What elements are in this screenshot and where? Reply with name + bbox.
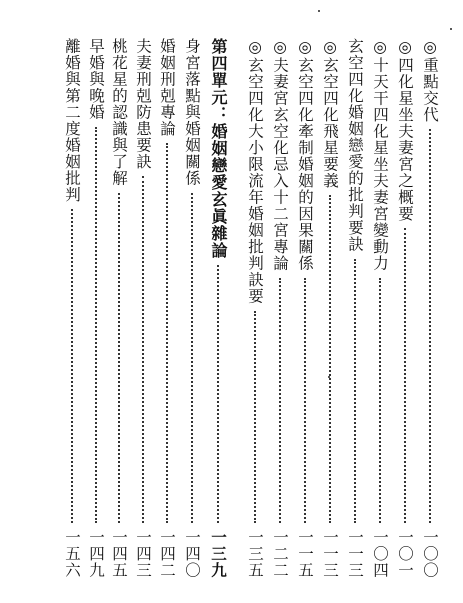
toc-entry xyxy=(418,38,442,578)
toc-entry-page: 一三五 xyxy=(246,528,264,578)
scan-speck xyxy=(450,28,452,30)
dot-leader xyxy=(254,311,256,523)
toc-entry xyxy=(268,38,292,578)
toc-entry-page: 一四〇 xyxy=(183,528,201,578)
dot-leader xyxy=(95,127,97,523)
toc-entry-title: ◎玄空四化大小限流年婚姻批判訣要 xyxy=(246,38,264,305)
dot-leader xyxy=(279,278,281,523)
toc-entry-title: 夫妻刑剋防患要訣 xyxy=(134,38,152,170)
toc-entry xyxy=(343,38,367,578)
toc-entry xyxy=(60,38,84,578)
toc-entry-page: 一四五 xyxy=(110,528,128,578)
toc-entry-page: 一一三 xyxy=(321,528,339,578)
toc-entry xyxy=(393,38,417,578)
toc-entry-page: 一五六 xyxy=(63,528,81,578)
toc-entry-title: ◎十天干四化星坐夫妻宮變動力 xyxy=(371,38,389,272)
dot-leader xyxy=(166,143,168,523)
toc-entry xyxy=(180,38,204,578)
toc-entry-page: 一〇四 xyxy=(371,528,389,578)
toc-entry-title: ◎夫妻宮玄空化忌入十二宮專論 xyxy=(271,38,289,272)
dot-leader xyxy=(404,228,406,523)
toc-entry-page: 一三九 xyxy=(209,528,228,578)
toc-entry xyxy=(318,38,342,578)
toc-entry-page: 一四三 xyxy=(134,528,152,578)
toc-entry-title: 離婚與第二度婚姻批判 xyxy=(63,38,81,203)
toc-entry-title: 早婚與晚婚 xyxy=(87,38,105,121)
toc-entry-title: 身宮落點與婚姻關係 xyxy=(183,38,201,187)
toc-entry-page: 一一三 xyxy=(346,528,364,578)
toc-entry xyxy=(107,38,131,578)
dot-leader xyxy=(191,193,193,523)
toc-entry-page: 一〇〇 xyxy=(421,528,439,578)
dot-leader xyxy=(379,278,381,523)
toc-entry-page: 一四二 xyxy=(158,528,176,578)
toc-entry-title: 桃花星的認識與了解 xyxy=(110,38,128,187)
toc-entry-title: 玄空四化婚姻戀愛的批判要訣 xyxy=(346,38,364,253)
toc-entry-title: 第四單元：婚姻戀愛玄眞雜論 xyxy=(209,38,228,259)
dot-leader xyxy=(304,278,306,523)
dot-leader xyxy=(354,259,356,523)
dot-leader xyxy=(429,129,431,523)
toc-entry xyxy=(84,38,108,578)
toc-entry-title: ◎四化星坐夫妻宮之概要 xyxy=(396,38,414,222)
toc-entry-page: 一一五 xyxy=(296,528,314,578)
toc-entry-title: 婚姻刑剋專論 xyxy=(158,38,176,137)
toc-entry xyxy=(243,38,267,578)
toc-unit-heading xyxy=(206,38,230,578)
scan-speck xyxy=(318,10,320,12)
toc-entry-page: 一二二 xyxy=(271,528,289,578)
toc-entry xyxy=(155,38,179,578)
toc-entry-page: 一〇一 xyxy=(396,528,414,578)
toc-entry-title: ◎玄空四化飛星要義 xyxy=(321,38,339,189)
dot-leader xyxy=(217,265,219,523)
toc-entry-title: ◎重點交代 xyxy=(421,38,439,123)
dot-leader xyxy=(118,193,120,523)
toc-entry-page: 一四九 xyxy=(87,528,105,578)
toc-entry xyxy=(131,38,155,578)
toc-entry xyxy=(368,38,392,578)
toc-entry xyxy=(293,38,317,578)
toc-entry-title: ◎玄空四化牽制婚姻的因果關係 xyxy=(296,38,314,272)
dot-leader xyxy=(329,195,331,523)
dot-leader xyxy=(71,209,73,523)
dot-leader xyxy=(142,176,144,523)
